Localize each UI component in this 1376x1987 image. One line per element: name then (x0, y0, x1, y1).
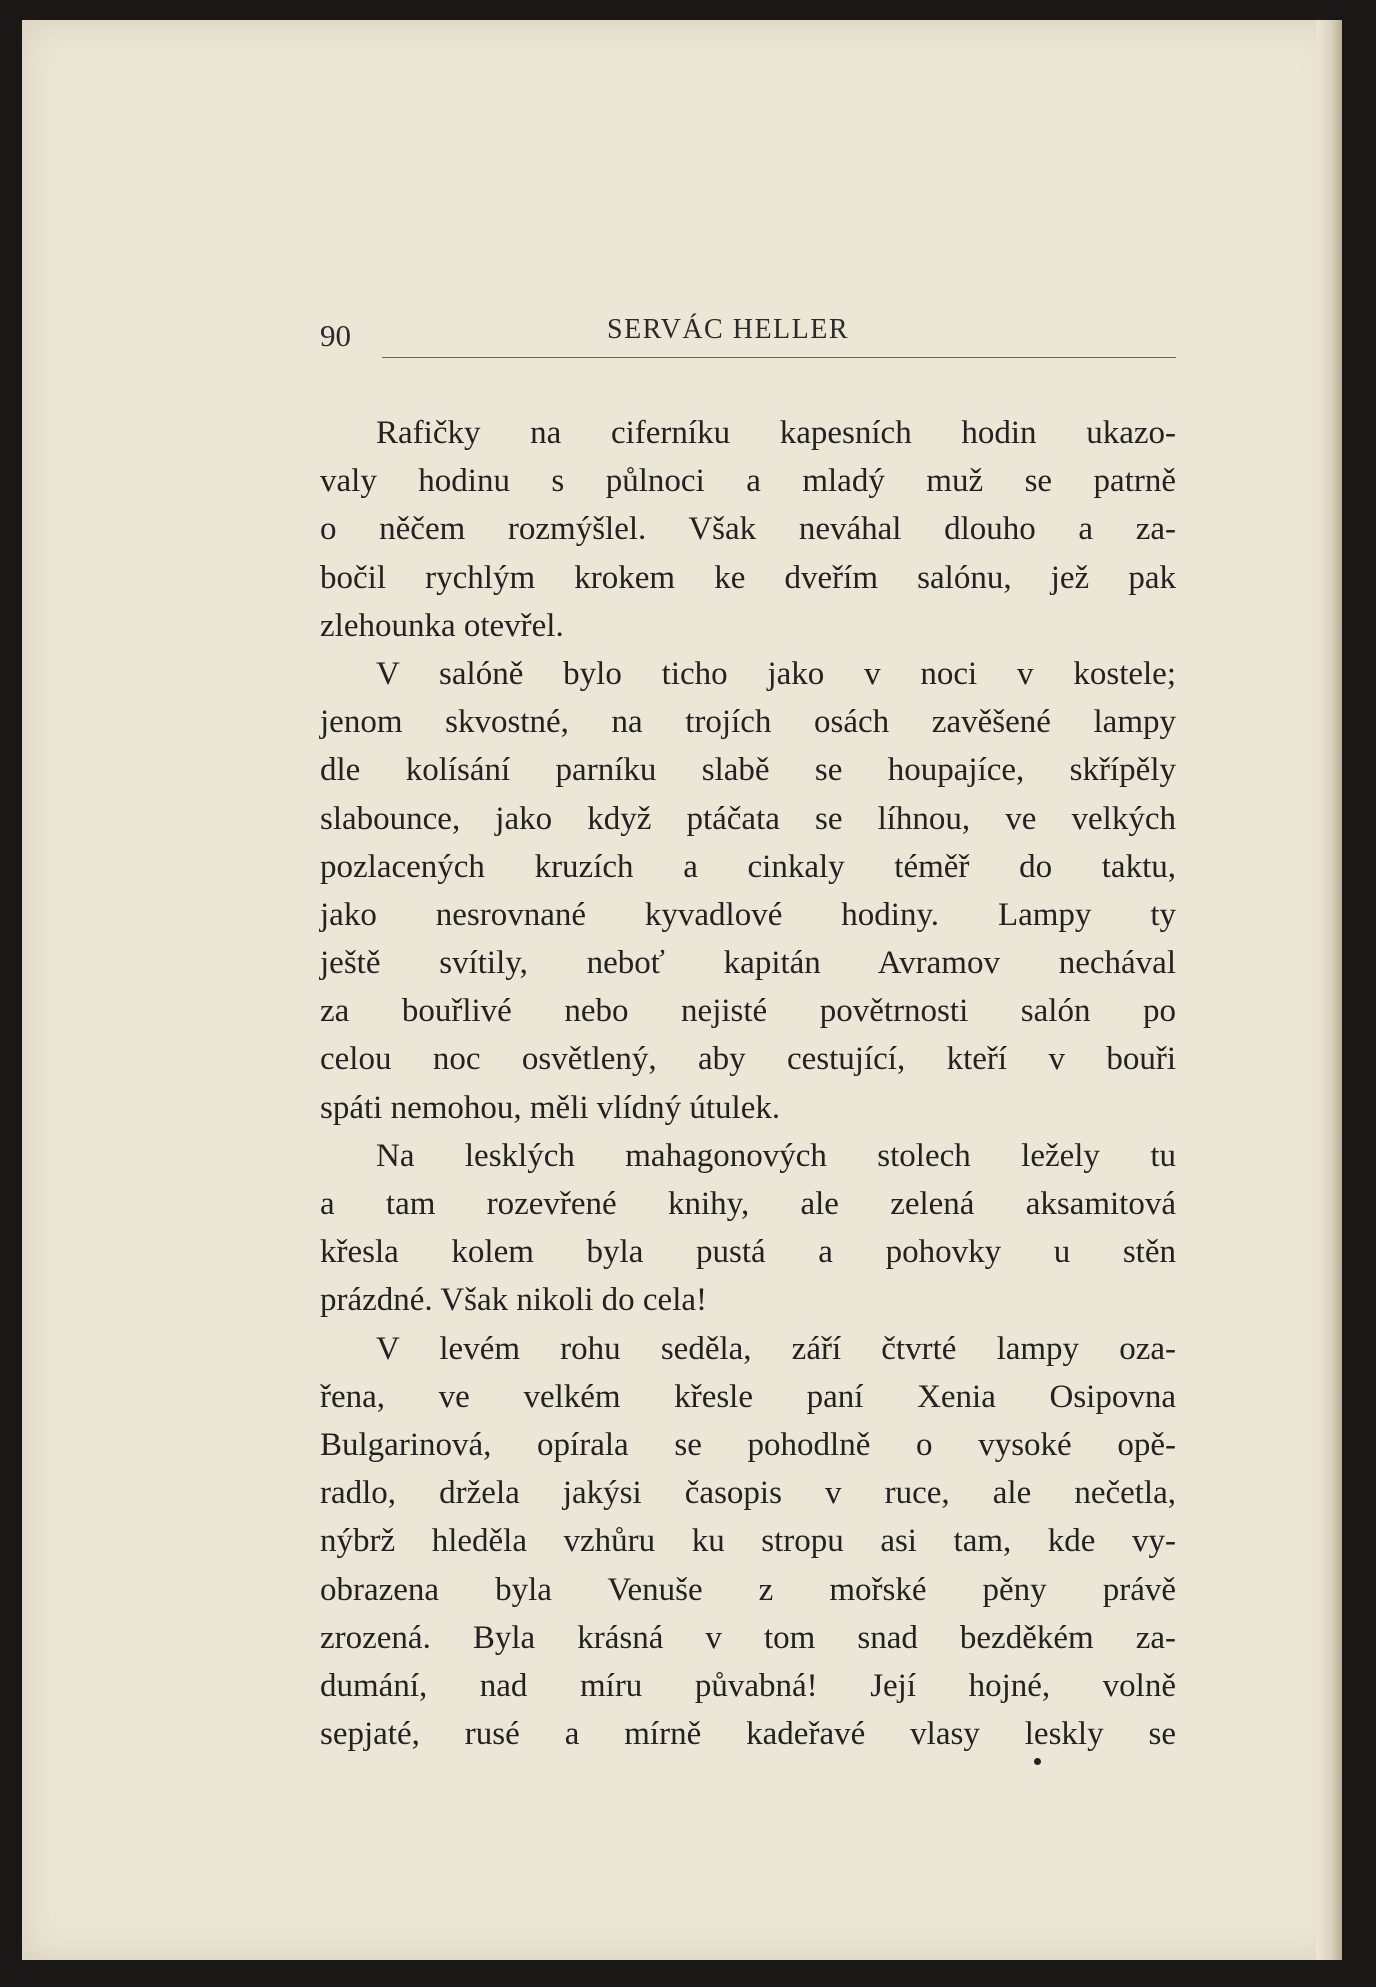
text-line: spáti nemohou, měli vlídný útulek. (320, 1089, 781, 1126)
text-line: prázdné. Však nikoli do cela! (320, 1282, 708, 1319)
text-line: zrozená. Byla krásná v tom snad bezděkém za- (320, 1619, 1176, 1656)
text-line: Rafičky na ciferníku kapesních hodin ukazo- (376, 415, 1176, 451)
text-line: ještě svítily, neboť kapitán Avramov nechával (320, 945, 1176, 982)
text-line: pozlacených kruzích a cinkaly téměř do taktu, (320, 848, 1176, 885)
text-line: řena, ve velkém křesle paní Xenia Osipovna (320, 1378, 1176, 1415)
running-head (22, 308, 1342, 358)
text-line: jako nesrovnané kyvadlové hodiny. Lampy ty (320, 896, 1176, 933)
running-head-title: SERVÁC HELLER (607, 314, 850, 345)
text-line: nýbrž hleděla vzhůru ku stropu asi tam, kde vy- (320, 1523, 1176, 1560)
text-line: dumání, nad míru půvabná! Její hojné, volně (320, 1667, 1176, 1704)
book-page (22, 20, 1342, 1960)
text-line: bočil rychlým krokem ke dveřím salónu, jež pak (320, 559, 1176, 596)
paragraph-4 (320, 1325, 1176, 1759)
text-line: radlo, držela jakýsi časopis v ruce, ale nečetla, (320, 1475, 1176, 1512)
text-line: za bouřlivé nebo nejisté povětrnosti salón po (320, 993, 1176, 1030)
text-line: celou noc osvětlený, aby cestující, kteří v bouři (320, 1041, 1176, 1078)
text-line: V levém rohu seděla, září čtvrté lampy oza- (376, 1330, 1176, 1367)
text-line: Na lesklých mahagonových stolech ležely tu (376, 1137, 1176, 1174)
text-line: zlehounka otevřel. (320, 607, 564, 644)
text-line: Bulgarinová, opírala se pohodlně o vysoké opě- (320, 1426, 1176, 1463)
paragraph-2 (320, 650, 1176, 1132)
text-line: sepjaté, rusé a mírně kadeřavé vlasy leskly se (320, 1716, 1176, 1753)
text-line: jenom skvostné, na trojích osách zavěšené lampy (320, 704, 1176, 741)
text-line: o něčem rozmýšlel. Však neváhal dlouho a za- (320, 511, 1176, 548)
text-line: obrazena byla Venuše z mořské pěny právě (320, 1571, 1176, 1608)
text-line: dle kolísání parníku slabě se houpajíce, skřípěly (320, 752, 1176, 789)
text-line: slabounce, jako když ptáčata se líhnou, ve velkých (320, 800, 1176, 837)
body-text (320, 409, 1176, 1758)
header-rule (382, 357, 1176, 358)
page-number: 90 (320, 318, 351, 353)
text-line: a tam rozevřené knihy, ale zelená aksamitová (320, 1186, 1176, 1222)
ink-speck (1034, 1758, 1041, 1765)
text-line: V salóně bylo ticho jako v noci v kostele; (376, 655, 1176, 692)
paragraph-1 (320, 409, 1176, 650)
text-line: valy hodinu s půlnoci a mladý muž se patrně (320, 463, 1176, 500)
paragraph-3 (320, 1132, 1176, 1325)
text-line: křesla kolem byla pustá a pohovky u stěn (320, 1234, 1176, 1271)
